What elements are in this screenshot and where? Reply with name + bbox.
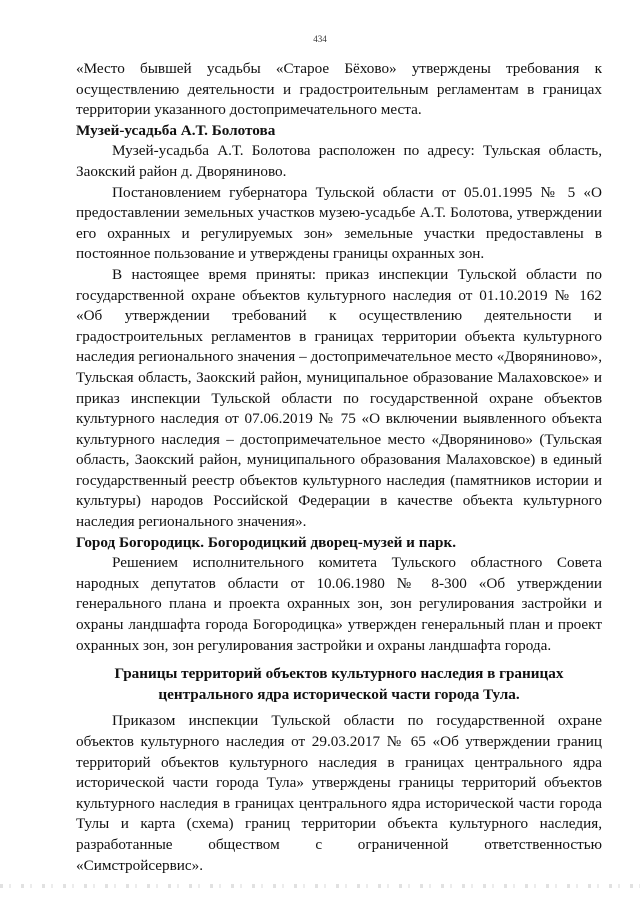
section-heading-tula-center-line2: центрального ядра исторической части города Тула. bbox=[158, 685, 520, 703]
paragraph-tula-order: Приказом инспекции Тульской области по государственной охране объектов культурного наследия от 29.03.2017 № 65 «Об утверждении границ территорий объектов культурного наследия в границах центрального ядра исторической части города Тула» утверждены границы территорий объектов культурного наследия в границах центрального ядра исторической части города Тулы и карта (схема) границ территории объекта культурного наследия, разработанные обществом с ограниченной ответственностью «Симстройсервис». bbox=[76, 712, 602, 874]
paragraph-bogoroditsk-decision: Решением исполнительного комитета Тульского областного Совета народных депутатов области от 10.06.1980 № 8-300 «Об утверждении генерального плана и проекта охранных зон, зон регулирования застройки и охраны ландшафта города Богородицка» утвержден генеральный план и проект охранных зон, зон регулирования застройки и охраны ландшафта города. bbox=[76, 554, 602, 654]
scan-artifact-strip bbox=[0, 884, 640, 888]
page-number: 434 bbox=[313, 34, 327, 44]
section-heading-tula-center bbox=[76, 664, 602, 705]
paragraph-bolotov-address: Музей-усадьба А.Т. Болотова расположен по адресу: Тульская область, Заокский район д. Дворяниново. bbox=[76, 142, 602, 180]
section-heading-bolotov-museum: Музей-усадьба А.Т. Болотова bbox=[76, 121, 276, 139]
section-heading-bogoroditsk: Город Богородицк. Богородицкий дворец-музей и парк. bbox=[76, 533, 457, 551]
paragraph-governor-decree: Постановлением губернатора Тульской области от 05.01.1995 № 5 «О предоставлении земельных участков музею-усадьбе А.Т. Болотова, утверждении его охранных и регулируемых зон» земельные участки предоставлены в постоянное пользование и утверждены границы охранных зон. bbox=[76, 183, 602, 263]
document-body bbox=[76, 59, 602, 876]
paragraph-inspection-orders: В настоящее время приняты: приказ инспекции Тульской области по государственной охране объектов культурного наследия от 01.10.2019 № 162 «Об утверждении требований к осуществлению деятельности и градостроительных регламентов в границах территории объекта культурного наследия регионального значения – достопримечательное место «Дворяниново», Тульская область, Заокский район, муниципальное образование Малаховское» и приказ инспекции Тульской области по государственной охране объектов культурного наследия от 07.06.2019 № 75 «О включении выявленного объекта культурного наследия – достопримечательное место «Дворяниново» (Тульская область, Заокский район, муниципального образования Малаховское) в единый государственный реестр объектов культурного наследия (памятников истории и культуры) народов Российской Федерации в качестве объекта культурного наследия регионального значения». bbox=[76, 265, 602, 531]
paragraph-continuation: «Место бывшей усадьбы «Старое Бёхово» утверждены требования к осуществлению деятельности и градостроительным регламентам в границах территории указанного достопримечательного места. bbox=[76, 60, 602, 119]
section-heading-tula-center-line1: Границы территорий объектов культурного наследия в границах bbox=[114, 665, 564, 683]
